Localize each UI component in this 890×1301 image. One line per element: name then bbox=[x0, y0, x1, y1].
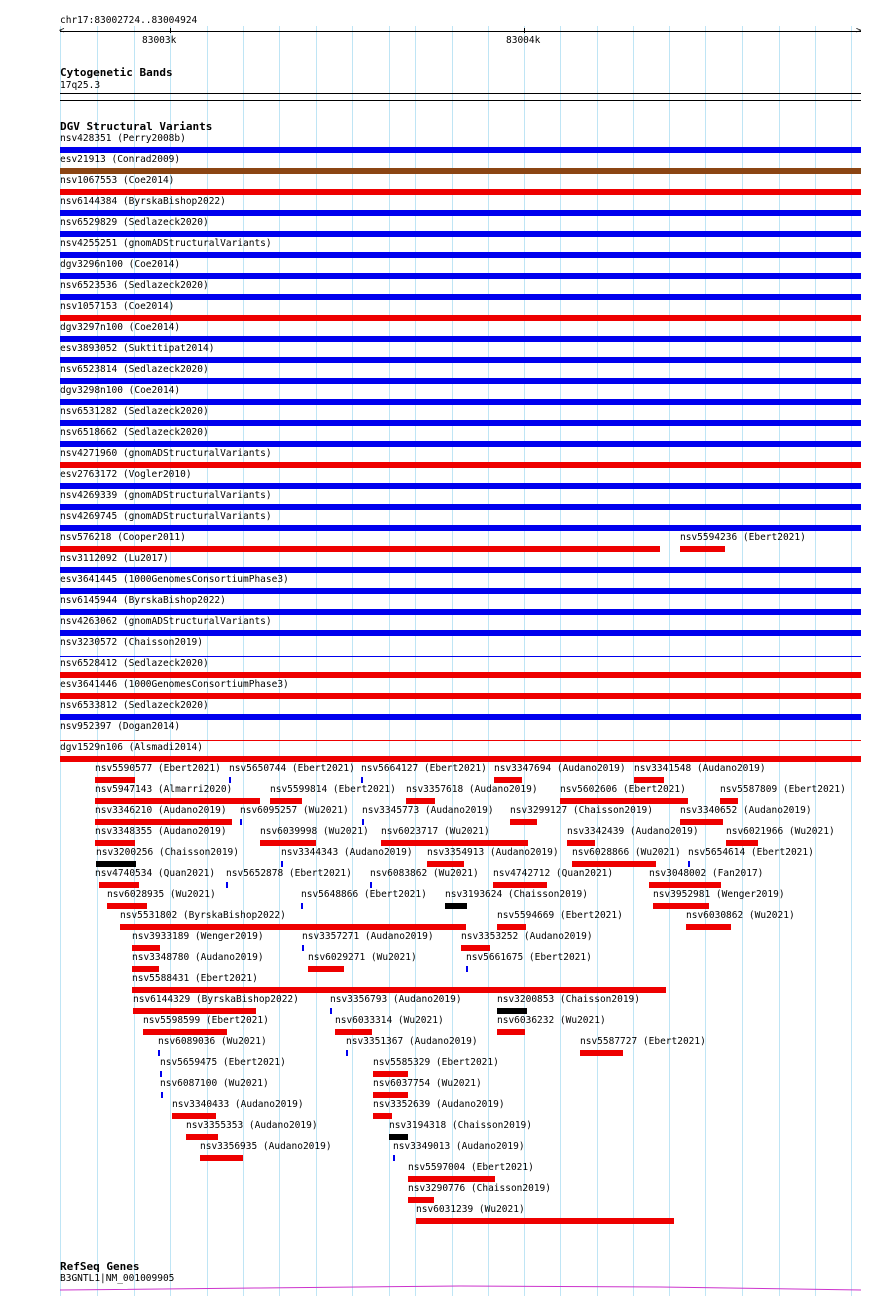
cytoband-ideogram[interactable] bbox=[60, 93, 861, 94]
dgv-feature-label: nsv6083862 (Wu2021) bbox=[370, 868, 479, 879]
dgv-feature-bar[interactable] bbox=[60, 168, 861, 174]
ruler-left-arrow: < bbox=[59, 26, 65, 36]
dgv-feature-label: nsv3356793 (Audano2019) bbox=[330, 994, 462, 1005]
dgv-feature-label: nsv4255251 (gnomADStructuralVariants) bbox=[60, 238, 272, 249]
dgv-feature-label: nsv6533812 (Sedlazeck2020) bbox=[60, 700, 209, 711]
dgv-feature-bar[interactable] bbox=[60, 336, 861, 342]
cytoband-track-title[interactable]: Cytogenetic Bands bbox=[60, 66, 173, 79]
dgv-feature-label: nsv3933189 (Wenger2019) bbox=[132, 931, 264, 942]
dgv-feature-label: nsv3345773 (Audano2019) bbox=[362, 805, 494, 816]
dgv-feature-label: nsv3952981 (Wenger2019) bbox=[653, 889, 785, 900]
dgv-feature-bar[interactable] bbox=[680, 546, 725, 552]
dgv-feature-label: nsv5661675 (Ebert2021) bbox=[466, 952, 592, 963]
dgv-feature-bar[interactable] bbox=[680, 819, 723, 825]
dgv-feature-label: nsv6023717 (Wu2021) bbox=[381, 826, 490, 837]
cytoband-ideogram-bottom bbox=[60, 100, 861, 101]
dgv-feature-label: nsv3342439 (Audano2019) bbox=[567, 826, 699, 837]
dgv-feature-label: nsv6031239 (Wu2021) bbox=[416, 1204, 525, 1215]
grid-line bbox=[705, 26, 706, 1296]
dgv-feature-label: nsv3340433 (Audano2019) bbox=[172, 1099, 304, 1110]
dgv-feature-label: nsv6523814 (Sedlazeck2020) bbox=[60, 364, 209, 375]
dgv-feature-label: nsv4740534 (Quan2021) bbox=[95, 868, 216, 879]
dgv-feature-label: nsv3352639 (Audano2019) bbox=[373, 1099, 505, 1110]
dgv-feature-label: nsv6029271 (Wu2021) bbox=[308, 952, 417, 963]
dgv-feature-bar[interactable] bbox=[200, 1155, 243, 1161]
dgv-feature-bar[interactable] bbox=[560, 798, 688, 804]
dgv-feature-label: nsv3357618 (Audano2019) bbox=[406, 784, 538, 795]
dgv-feature-label: nsv6033314 (Wu2021) bbox=[335, 1015, 444, 1026]
dgv-feature-bar[interactable] bbox=[60, 630, 861, 636]
dgv-feature-bar[interactable] bbox=[60, 672, 861, 678]
dgv-feature-bar[interactable] bbox=[497, 924, 526, 930]
dgv-track-title[interactable]: DGV Structural Variants bbox=[60, 120, 213, 133]
dgv-feature-bar[interactable] bbox=[60, 740, 861, 741]
dgv-feature-label: dgv3298n100 (Coe2014) bbox=[60, 385, 181, 396]
ruler-axis[interactable] bbox=[60, 31, 861, 32]
dgv-feature-bar[interactable] bbox=[330, 1008, 332, 1014]
dgv-feature-bar[interactable] bbox=[60, 252, 861, 258]
ruler-tick-2 bbox=[524, 28, 525, 33]
dgv-feature-bar[interactable] bbox=[346, 1050, 348, 1056]
dgv-feature-label: nsv5602606 (Ebert2021) bbox=[560, 784, 686, 795]
dgv-feature-bar[interactable] bbox=[634, 777, 664, 783]
dgv-feature-bar[interactable] bbox=[493, 882, 547, 888]
dgv-feature-label: nsv428351 (Perry2008b) bbox=[60, 133, 186, 144]
dgv-feature-label: nsv5594236 (Ebert2021) bbox=[680, 532, 806, 543]
dgv-feature-bar[interactable] bbox=[161, 1092, 163, 1098]
dgv-feature-label: nsv6039998 (Wu2021) bbox=[260, 826, 369, 837]
dgv-feature-label: nsv5587809 (Ebert2021) bbox=[720, 784, 846, 795]
grid-line bbox=[316, 26, 317, 1296]
dgv-feature-label: nsv6021966 (Wu2021) bbox=[726, 826, 835, 837]
dgv-feature-label: nsv3354913 (Audano2019) bbox=[427, 847, 559, 858]
dgv-feature-bar[interactable] bbox=[95, 840, 135, 846]
grid-line bbox=[742, 26, 743, 1296]
grid-line bbox=[352, 26, 353, 1296]
dgv-feature-label: nsv3048002 (Fan2017) bbox=[649, 868, 764, 879]
dgv-feature-label: dgv3297n100 (Coe2014) bbox=[60, 322, 181, 333]
dgv-feature-label: nsv3356935 (Audano2019) bbox=[200, 1141, 332, 1152]
dgv-feature-label: nsv4742712 (Quan2021) bbox=[493, 868, 614, 879]
dgv-feature-bar[interactable] bbox=[416, 1218, 674, 1224]
dgv-feature-label: nsv3348780 (Audano2019) bbox=[132, 952, 264, 963]
dgv-feature-bar[interactable] bbox=[720, 798, 738, 804]
dgv-feature-label: nsv3290776 (Chaisson2019) bbox=[408, 1183, 551, 1194]
dgv-feature-bar[interactable] bbox=[60, 656, 861, 657]
dgv-feature-label: nsv5588431 (Ebert2021) bbox=[132, 973, 258, 984]
dgv-feature-bar[interactable] bbox=[497, 1008, 527, 1014]
dgv-feature-bar[interactable] bbox=[308, 966, 344, 972]
dgv-feature-label: nsv3351367 (Audano2019) bbox=[346, 1036, 478, 1047]
dgv-feature-bar[interactable] bbox=[60, 483, 861, 489]
dgv-feature-bar[interactable] bbox=[361, 777, 363, 783]
dgv-feature-label: nsv3353252 (Audano2019) bbox=[461, 931, 593, 942]
dgv-feature-bar[interactable] bbox=[466, 966, 468, 972]
dgv-feature-label: nsv4269339 (gnomADStructuralVariants) bbox=[60, 490, 272, 501]
dgv-feature-label: nsv3341548 (Audano2019) bbox=[634, 763, 766, 774]
dgv-feature-bar[interactable] bbox=[260, 840, 316, 846]
dgv-feature-label: nsv5598599 (Ebert2021) bbox=[143, 1015, 269, 1026]
dgv-feature-bar[interactable] bbox=[406, 798, 435, 804]
dgv-feature-label: nsv5650744 (Ebert2021) bbox=[229, 763, 355, 774]
grid-line bbox=[779, 26, 780, 1296]
dgv-feature-bar[interactable] bbox=[60, 441, 861, 447]
dgv-feature-label: nsv6037754 (Wu2021) bbox=[373, 1078, 482, 1089]
dgv-feature-label: nsv3355353 (Audano2019) bbox=[186, 1120, 318, 1131]
dgv-feature-label: nsv3347694 (Audano2019) bbox=[494, 763, 626, 774]
dgv-feature-label: dgv3296n100 (Coe2014) bbox=[60, 259, 181, 270]
dgv-feature-label: nsv1067553 (Coe2014) bbox=[60, 175, 175, 186]
dgv-feature-bar[interactable] bbox=[60, 357, 861, 363]
dgv-feature-bar[interactable] bbox=[281, 861, 283, 867]
dgv-feature-label: nsv4271960 (gnomADStructuralVariants) bbox=[60, 448, 272, 459]
grid-line bbox=[524, 26, 525, 1296]
dgv-feature-bar[interactable] bbox=[494, 777, 522, 783]
dgv-feature-bar[interactable] bbox=[688, 861, 690, 867]
dgv-feature-label: nsv5648866 (Ebert2021) bbox=[301, 889, 427, 900]
dgv-feature-label: nsv5654614 (Ebert2021) bbox=[688, 847, 814, 858]
dgv-feature-bar[interactable] bbox=[301, 903, 303, 909]
ruler-tick-1 bbox=[170, 28, 171, 33]
dgv-feature-label: nsv5659475 (Ebert2021) bbox=[160, 1057, 286, 1068]
dgv-feature-label: nsv6030862 (Wu2021) bbox=[686, 910, 795, 921]
dgv-feature-bar[interactable] bbox=[60, 609, 861, 615]
dgv-feature-bar[interactable] bbox=[445, 903, 467, 909]
dgv-feature-label: nsv6145944 (ByrskaBishop2022) bbox=[60, 595, 226, 606]
dgv-feature-label: nsv5587727 (Ebert2021) bbox=[580, 1036, 706, 1047]
dgv-feature-bar[interactable] bbox=[408, 1197, 434, 1203]
dgv-feature-bar[interactable] bbox=[461, 945, 490, 951]
dgv-feature-bar[interactable] bbox=[60, 210, 861, 216]
dgv-feature-bar[interactable] bbox=[99, 882, 139, 888]
dgv-feature-label: nsv3346210 (Audano2019) bbox=[95, 805, 227, 816]
dgv-feature-bar[interactable] bbox=[60, 546, 660, 552]
dgv-feature-bar[interactable] bbox=[60, 399, 861, 405]
dgv-feature-label: esv3641445 (1000GenomesConsortiumPhase3) bbox=[60, 574, 289, 585]
dgv-feature-bar[interactable] bbox=[240, 819, 242, 825]
dgv-feature-bar[interactable] bbox=[107, 903, 147, 909]
dgv-feature-bar[interactable] bbox=[408, 1176, 495, 1182]
dgv-feature-label: nsv3349013 (Audano2019) bbox=[393, 1141, 525, 1152]
dgv-feature-label: esv2763172 (Vogler2010) bbox=[60, 469, 192, 480]
dgv-feature-label: nsv5594669 (Ebert2021) bbox=[497, 910, 623, 921]
grid-line bbox=[815, 26, 816, 1296]
dgv-feature-label: nsv3344343 (Audano2019) bbox=[281, 847, 413, 858]
dgv-feature-label: nsv6531282 (Sedlazeck2020) bbox=[60, 406, 209, 417]
dgv-feature-bar[interactable] bbox=[60, 693, 861, 699]
dgv-feature-label: nsv3357271 (Audano2019) bbox=[302, 931, 434, 942]
dgv-feature-bar[interactable] bbox=[132, 987, 666, 993]
dgv-feature-bar[interactable] bbox=[389, 1134, 408, 1140]
dgv-feature-bar[interactable] bbox=[373, 1092, 408, 1098]
dgv-feature-label: nsv5585329 (Ebert2021) bbox=[373, 1057, 499, 1068]
dgv-feature-label: nsv6087100 (Wu2021) bbox=[160, 1078, 269, 1089]
dgv-feature-bar[interactable] bbox=[96, 861, 136, 867]
dgv-feature-bar[interactable] bbox=[373, 1113, 392, 1119]
dgv-feature-bar[interactable] bbox=[335, 1029, 372, 1035]
dgv-feature-label: nsv3230572 (Chaisson2019) bbox=[60, 637, 203, 648]
ruler-tick-label: 83004k bbox=[506, 35, 541, 46]
dgv-feature-label: nsv3193624 (Chaisson2019) bbox=[445, 889, 588, 900]
dgv-feature-label: nsv5652878 (Ebert2021) bbox=[226, 868, 352, 879]
grid-line bbox=[633, 26, 634, 1296]
dgv-feature-bar[interactable] bbox=[60, 756, 861, 762]
dgv-feature-bar[interactable] bbox=[143, 1029, 227, 1035]
dgv-feature-bar[interactable] bbox=[60, 315, 861, 321]
dgv-feature-label: nsv5947143 (Almarri2020) bbox=[95, 784, 233, 795]
dgv-feature-bar[interactable] bbox=[373, 1071, 408, 1077]
dgv-feature-bar[interactable] bbox=[95, 777, 135, 783]
dgv-feature-label: esv3641446 (1000GenomesConsortiumPhase3) bbox=[60, 679, 289, 690]
dgv-feature-bar[interactable] bbox=[567, 840, 595, 846]
dgv-feature-label: nsv3112092 (Lu2017) bbox=[60, 553, 169, 564]
dgv-feature-label: nsv5531802 (ByrskaBishop2022) bbox=[120, 910, 286, 921]
dgv-feature-label: nsv3200853 (Chaisson2019) bbox=[497, 994, 640, 1005]
dgv-feature-label: nsv6529829 (Sedlazeck2020) bbox=[60, 217, 209, 228]
dgv-feature-bar[interactable] bbox=[381, 840, 528, 846]
dgv-feature-bar[interactable] bbox=[60, 189, 861, 195]
dgv-feature-label: nsv5590577 (Ebert2021) bbox=[95, 763, 221, 774]
dgv-feature-label: nsv576218 (Cooper2011) bbox=[60, 532, 186, 543]
dgv-feature-bar[interactable] bbox=[120, 924, 466, 930]
dgv-feature-label: nsv6089036 (Wu2021) bbox=[158, 1036, 267, 1047]
dgv-feature-label: nsv4263062 (gnomADStructuralVariants) bbox=[60, 616, 272, 627]
dgv-feature-bar[interactable] bbox=[370, 882, 372, 888]
dgv-feature-bar[interactable] bbox=[60, 273, 861, 279]
gene-label: B3GNTL1|NM_001009905 bbox=[60, 1273, 175, 1284]
dgv-feature-bar[interactable] bbox=[270, 798, 302, 804]
dgv-feature-bar[interactable] bbox=[60, 378, 861, 384]
dgv-feature-label: nsv5599814 (Ebert2021) bbox=[270, 784, 396, 795]
dgv-feature-label: nsv6144384 (ByrskaBishop2022) bbox=[60, 196, 226, 207]
dgv-feature-bar[interactable] bbox=[132, 966, 159, 972]
dgv-feature-bar[interactable] bbox=[160, 1071, 162, 1077]
dgv-feature-bar[interactable] bbox=[60, 588, 861, 594]
ruler-tick-label: 83003k bbox=[142, 35, 177, 46]
dgv-feature-label: nsv6036232 (Wu2021) bbox=[497, 1015, 606, 1026]
dgv-feature-label: esv21913 (Conrad2009) bbox=[60, 154, 181, 165]
refseq-track-title[interactable]: RefSeq Genes bbox=[60, 1260, 140, 1273]
dgv-feature-bar[interactable] bbox=[726, 840, 758, 846]
dgv-feature-bar[interactable] bbox=[580, 1050, 623, 1056]
dgv-feature-bar[interactable] bbox=[60, 147, 861, 153]
dgv-feature-label: nsv4269745 (gnomADStructuralVariants) bbox=[60, 511, 272, 522]
grid-line bbox=[851, 26, 852, 1296]
dgv-feature-bar[interactable] bbox=[226, 882, 228, 888]
dgv-feature-bar[interactable] bbox=[60, 525, 861, 531]
grid-line bbox=[669, 26, 670, 1296]
grid-line bbox=[597, 26, 598, 1296]
dgv-feature-label: dgv1529n106 (Alsmadi2014) bbox=[60, 742, 203, 753]
cytoband-label: 17q25.3 bbox=[60, 80, 101, 91]
dgv-feature-bar[interactable] bbox=[158, 1050, 160, 1056]
gene-model-b3gntl1[interactable] bbox=[60, 1284, 861, 1292]
dgv-feature-bar[interactable] bbox=[510, 819, 537, 825]
dgv-feature-bar[interactable] bbox=[60, 504, 861, 510]
dgv-feature-bar[interactable] bbox=[60, 231, 861, 237]
dgv-feature-bar[interactable] bbox=[60, 462, 861, 468]
dgv-feature-label: nsv6028935 (Wu2021) bbox=[107, 889, 216, 900]
dgv-feature-bar[interactable] bbox=[362, 819, 364, 825]
dgv-feature-label: esv3893052 (Suktitipat2014) bbox=[60, 343, 215, 354]
ruler-region-label: chr17:83002724..83004924 bbox=[60, 15, 198, 26]
dgv-feature-bar[interactable] bbox=[133, 1008, 256, 1014]
dgv-feature-bar[interactable] bbox=[60, 294, 861, 300]
dgv-feature-label: nsv6528412 (Sedlazeck2020) bbox=[60, 658, 209, 669]
dgv-feature-label: nsv3348355 (Audano2019) bbox=[95, 826, 227, 837]
dgv-feature-bar[interactable] bbox=[172, 1113, 216, 1119]
dgv-feature-label: nsv6523536 (Sedlazeck2020) bbox=[60, 280, 209, 291]
dgv-feature-label: nsv952397 (Dogan2014) bbox=[60, 721, 181, 732]
dgv-feature-bar[interactable] bbox=[132, 945, 160, 951]
dgv-feature-bar[interactable] bbox=[653, 903, 709, 909]
dgv-feature-bar[interactable] bbox=[60, 714, 861, 720]
dgv-feature-bar[interactable] bbox=[95, 798, 260, 804]
dgv-feature-bar[interactable] bbox=[60, 420, 861, 426]
dgv-feature-label: nsv3200256 (Chaisson2019) bbox=[96, 847, 239, 858]
dgv-feature-label: nsv5664127 (Ebert2021) bbox=[361, 763, 487, 774]
dgv-feature-bar[interactable] bbox=[649, 882, 721, 888]
dgv-feature-label: nsv6518662 (Sedlazeck2020) bbox=[60, 427, 209, 438]
dgv-feature-label: nsv6095257 (Wu2021) bbox=[240, 805, 349, 816]
ruler-right-arrow: > bbox=[856, 26, 862, 36]
dgv-feature-bar[interactable] bbox=[686, 924, 731, 930]
dgv-feature-label: nsv3340652 (Audano2019) bbox=[680, 805, 812, 816]
dgv-feature-bar[interactable] bbox=[572, 861, 656, 867]
dgv-feature-bar[interactable] bbox=[229, 777, 231, 783]
dgv-feature-label: nsv3194318 (Chaisson2019) bbox=[389, 1120, 532, 1131]
dgv-feature-bar[interactable] bbox=[427, 861, 464, 867]
dgv-feature-bar[interactable] bbox=[186, 1134, 218, 1140]
dgv-feature-bar[interactable] bbox=[60, 567, 861, 573]
grid-line bbox=[560, 26, 561, 1296]
dgv-feature-bar[interactable] bbox=[95, 819, 232, 825]
dgv-feature-label: nsv3299127 (Chaisson2019) bbox=[510, 805, 653, 816]
dgv-feature-bar[interactable] bbox=[302, 945, 304, 951]
dgv-feature-bar[interactable] bbox=[393, 1155, 395, 1161]
dgv-feature-bar[interactable] bbox=[497, 1029, 525, 1035]
dgv-feature-label: nsv6144329 (ByrskaBishop2022) bbox=[133, 994, 299, 1005]
dgv-feature-label: nsv1057153 (Coe2014) bbox=[60, 301, 175, 312]
dgv-feature-label: nsv5597004 (Ebert2021) bbox=[408, 1162, 534, 1173]
dgv-feature-label: nsv6028866 (Wu2021) bbox=[572, 847, 681, 858]
